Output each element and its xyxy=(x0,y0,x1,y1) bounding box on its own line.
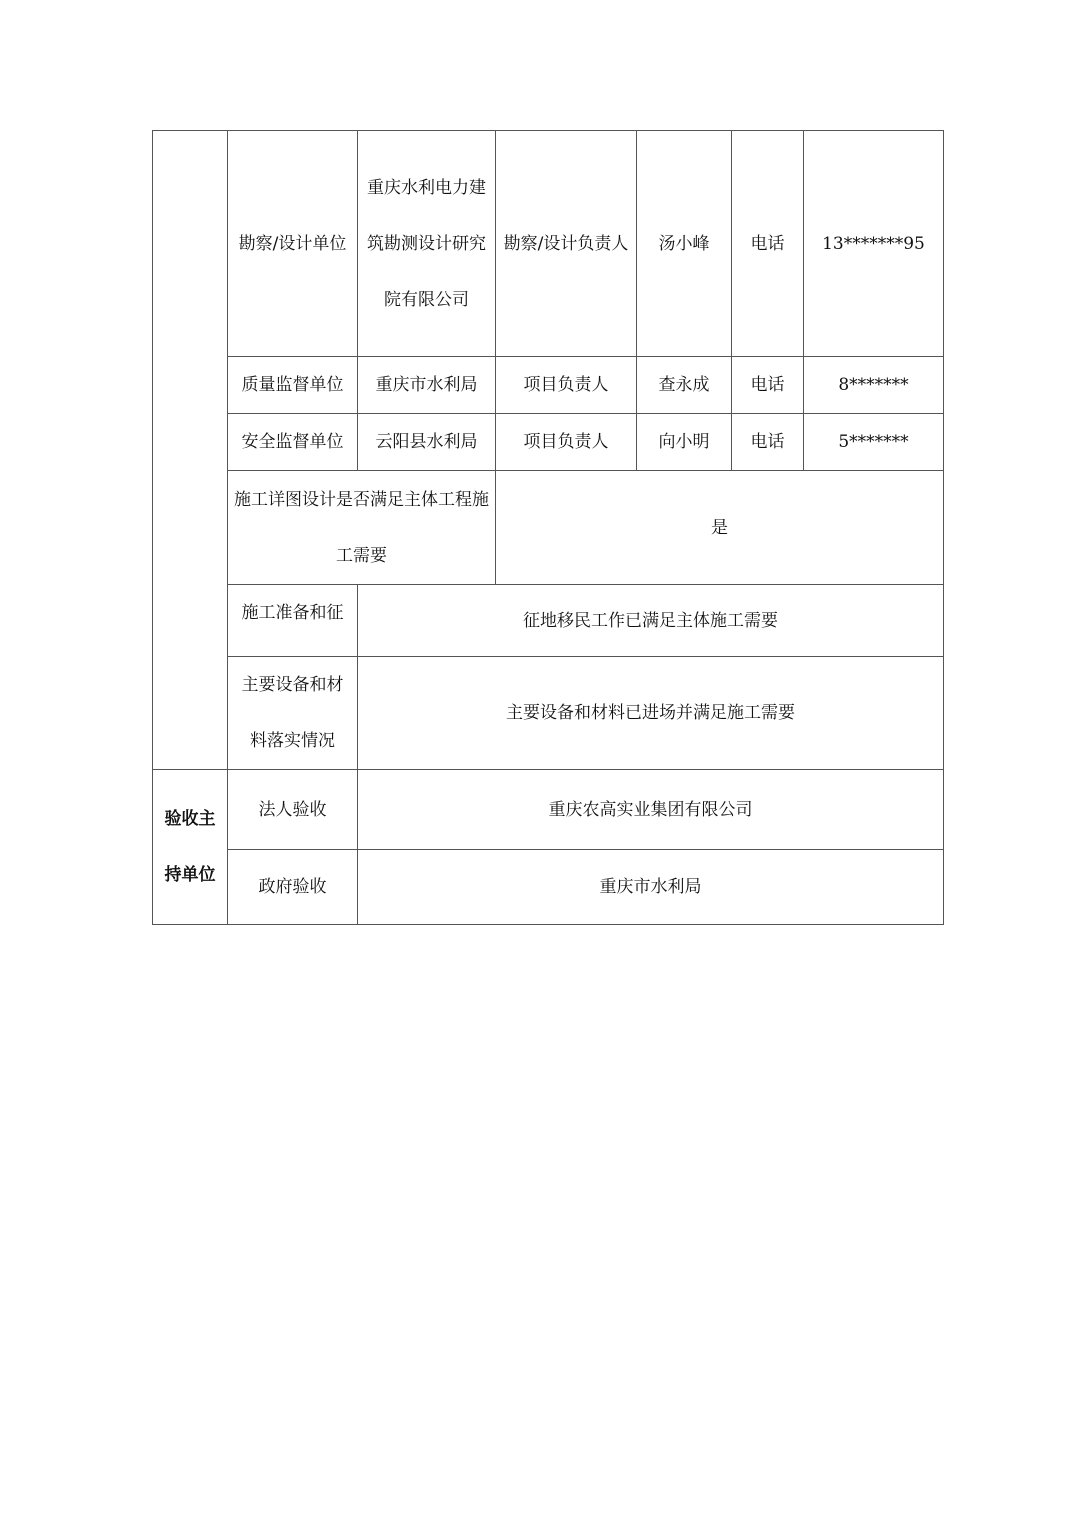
table-row-quality xyxy=(153,357,944,414)
table-row-safety xyxy=(153,414,944,471)
quality-unit-label: 质量监督单位 xyxy=(228,357,358,414)
quality-lead-name: 查永成 xyxy=(637,357,732,414)
safety-lead-name: 向小明 xyxy=(637,414,732,471)
table-row-detail-design xyxy=(153,471,944,585)
acceptance-host-label: 验收主持单位 xyxy=(153,770,228,925)
safety-lead-label: 项目负责人 xyxy=(496,414,637,471)
safety-unit-value: 云阳县水利局 xyxy=(358,414,496,471)
project-info-table xyxy=(152,130,944,925)
detail-design-value: 是 xyxy=(496,471,944,585)
equipment-value: 主要设备和材料已进场并满足施工需要 xyxy=(358,657,944,770)
quality-phone-value: 8******* xyxy=(804,357,944,414)
table-row-gov-acceptance xyxy=(153,850,944,925)
safety-phone-value: 5******* xyxy=(804,414,944,471)
design-phone-value: 13*******95 xyxy=(804,131,944,357)
safety-unit-label: 安全监督单位 xyxy=(228,414,358,471)
design-lead-label: 勘察/设计负责人 xyxy=(496,131,637,357)
table-row-preparation xyxy=(153,585,944,657)
quality-unit-value: 重庆市水利局 xyxy=(358,357,496,414)
design-lead-name: 汤小峰 xyxy=(637,131,732,357)
gov-acceptance-label: 政府验收 xyxy=(228,850,358,925)
table-row-design xyxy=(153,131,944,357)
quality-lead-label: 项目负责人 xyxy=(496,357,637,414)
legal-acceptance-label: 法人验收 xyxy=(228,770,358,850)
blank-group-cell xyxy=(153,131,228,770)
quality-phone-label: 电话 xyxy=(732,357,804,414)
table-row-legal-acceptance xyxy=(153,770,944,850)
legal-acceptance-value: 重庆农高实业集团有限公司 xyxy=(358,770,944,850)
preparation-value: 征地移民工作已满足主体施工需要 xyxy=(358,585,944,657)
design-unit-value: 重庆水利电力建筑勘测设计研究院有限公司 xyxy=(358,131,496,357)
gov-acceptance-value: 重庆市水利局 xyxy=(358,850,944,925)
detail-design-label: 施工详图设计是否满足主体工程施工需要 xyxy=(228,471,496,585)
design-unit-label: 勘察/设计单位 xyxy=(228,131,358,357)
design-phone-label: 电话 xyxy=(732,131,804,357)
table-row-equipment xyxy=(153,657,944,770)
equipment-label: 主要设备和材料落实情况 xyxy=(228,657,358,770)
preparation-label: 施工准备和征 xyxy=(228,585,358,657)
safety-phone-label: 电话 xyxy=(732,414,804,471)
